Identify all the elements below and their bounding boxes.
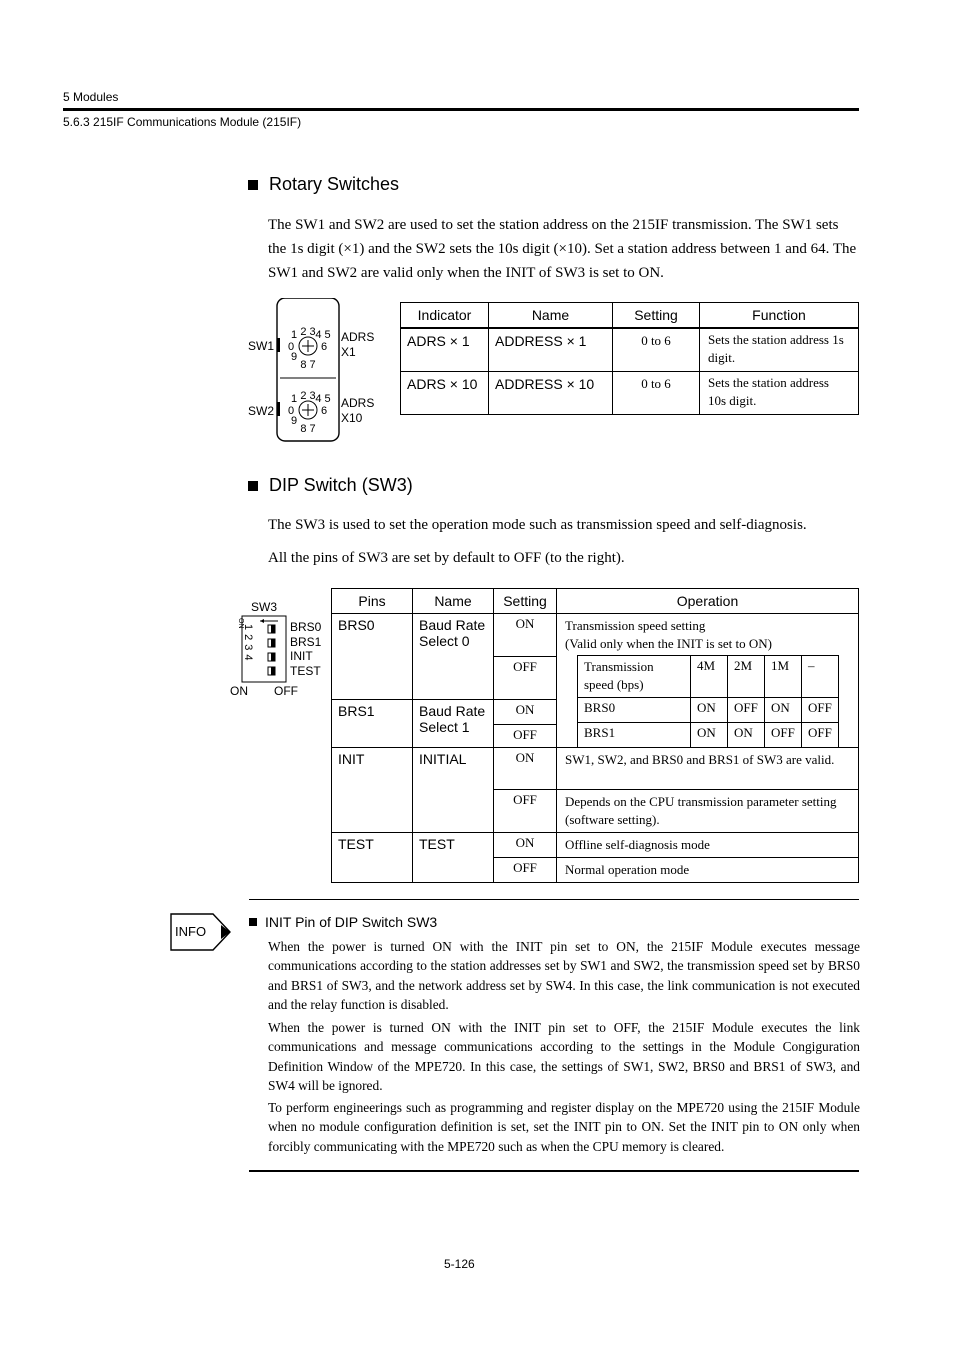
cell-operation: Normal operation mode (557, 858, 859, 883)
cell-name-test: TEST (413, 833, 494, 883)
dip-on-small-label: ON (237, 618, 244, 629)
brs1-1m: OFF (765, 723, 802, 748)
dip-switch-title: DIP Switch (SW3) (269, 475, 413, 495)
info-paragraph-2: When the power is turned ON with the INIT pin set to OFF, the 215IF Module executes the link communications and message communications according to the settings in the Module Congiguration Definition Window of the MPE720. In this case, the settings of SW1, SW2, BRS0 and BRS1 of SW3, and SW4 will be ignored. (268, 1020, 860, 1093)
cell-pin-brs0: BRS0 (332, 614, 413, 700)
info-paragraph-3: To perform engineerings such as programming and register display on the MPE720 using the 215IF Module when no module configuration definition is set, set the INIT pin to ON. Set the INIT pin to ON only when forcibly communicating with the MPE720 such as when the CPU memory is cleared. (268, 1100, 860, 1154)
sw2-label: SW2 (248, 404, 275, 418)
cell-operation: Depends on the CPU transmission parameter setting (software setting). (557, 790, 859, 833)
brs0-1m: ON (765, 698, 802, 723)
label-brs1: BRS1 (290, 634, 322, 649)
bullet-square-icon (249, 918, 257, 926)
cell-pin-init: INIT (332, 748, 413, 833)
col-operation: Operation (557, 589, 859, 614)
rotary-switches-title: Rotary Switches (269, 174, 400, 194)
speed-label-cell (578, 656, 691, 698)
svg-text:0: 0 (287, 341, 295, 353)
cell-setting-on: ON (494, 700, 557, 725)
brs0-dash: OFF (802, 698, 839, 723)
table-row (401, 372, 859, 415)
svg-text:4 5: 4 5 (315, 329, 331, 341)
cell-indicator: ADRS × 1 (401, 328, 489, 372)
table-header-row (401, 303, 859, 329)
page-number: 5-126 (444, 1257, 475, 1271)
col-name: Name (413, 589, 494, 614)
dip-pin-numbers (242, 624, 254, 665)
cell-setting-off: OFF (494, 725, 557, 748)
chapter-header: 5 Modules (63, 90, 119, 104)
col-setting: Setting (494, 589, 557, 614)
adrs-x1-label (341, 330, 374, 360)
table-row (332, 833, 859, 858)
cell-setting-on: ON (494, 614, 557, 657)
pin-2: 2 (242, 634, 254, 645)
info-badge-label: INFO (175, 924, 207, 939)
svg-text:6: 6 (320, 341, 328, 353)
bullet-square-icon (248, 180, 258, 190)
cell-pin-brs1: BRS1 (332, 700, 413, 748)
cell-function: Sets the station address 1s digit. (700, 328, 859, 372)
svg-text:9: 9 (290, 415, 298, 427)
pin-4: 4 (242, 654, 254, 665)
x10-text: X10 (341, 411, 363, 425)
cell-setting-on: ON (494, 748, 557, 790)
sw3-label: SW3 (251, 600, 278, 614)
cell-name: ADDRESS × 10 (489, 372, 613, 415)
table-row (332, 748, 859, 790)
pin-1: 1 (242, 624, 254, 635)
rotary-switches-heading (248, 174, 399, 195)
label-brs0: BRS0 (290, 620, 322, 634)
dip-pin-labels (290, 620, 321, 678)
brs0-label-cell: BRS0 (578, 698, 691, 723)
x1-text: X1 (341, 345, 356, 359)
dip-switch-figure (226, 598, 330, 702)
speed-dash: – (802, 656, 839, 698)
speed-4m: 4M (691, 656, 728, 698)
rotary-paragraph: The SW1 and SW2 are used to set the station address on the 215IF transmission. The SW1 sets the 1s digit (×1) and the SW2 sets the 10s digit (×10). Set a station address between 1 and 64. The SW1 and SW2 are valid only when the INIT of SW3 is set to ON. (268, 217, 857, 281)
cell-function: Sets the station address 10s digit. (700, 372, 859, 415)
svg-text:1: 1 (290, 393, 298, 405)
cell-setting-off: OFF (494, 858, 557, 883)
speed-note-2: (Valid only when the INIT is set to ON) (565, 636, 773, 651)
info-title-row (249, 914, 437, 930)
table-row (401, 328, 859, 372)
cell-operation: SW1, SW2, and BRS0 and BRS1 of SW3 are valid. (557, 748, 859, 790)
cell-name-brs0 (413, 614, 494, 700)
cell-setting: 0 to 6 (613, 328, 700, 372)
dip-switch-heading (248, 475, 413, 496)
col-indicator: Indicator (401, 303, 489, 329)
cell-name-brs1 (413, 700, 494, 748)
brs0-4m: ON (691, 698, 728, 723)
dip-off-label: OFF (274, 684, 298, 698)
rotary-switch-table (400, 302, 859, 415)
cell-pin-test: TEST (332, 833, 413, 883)
cell-indicator: ADRS × 10 (401, 372, 489, 415)
cell-setting-on: ON (494, 833, 557, 858)
rotary-switch-figure (246, 298, 396, 443)
brs0-2m: OFF (728, 698, 765, 723)
info-title: INIT Pin of DIP Switch SW3 (265, 914, 438, 930)
svg-text:1: 1 (290, 329, 298, 341)
speed-1m: 1M (765, 656, 802, 698)
table-row (578, 656, 839, 698)
cell-name: ADDRESS × 1 (489, 328, 613, 372)
svg-text:8 7: 8 7 (300, 359, 316, 371)
brs1-dash: OFF (802, 723, 839, 748)
info-badge (168, 912, 234, 952)
speed-label-2: speed (bps) (584, 677, 644, 692)
col-name: Name (489, 303, 613, 329)
col-pins: Pins (332, 589, 413, 614)
brs1-2m: ON (728, 723, 765, 748)
cell-name-init: INITIAL (413, 748, 494, 833)
table-row (578, 698, 839, 723)
svg-text:2 3: 2 3 (300, 390, 316, 402)
speed-label-1: Transmission (584, 659, 654, 674)
name-line-1: Baud Rate (419, 617, 486, 633)
info-paragraph-1: When the power is turned ON with the INIT pin set to ON, the 215IF Module executes message communications according to the station addresses set by SW1 and SW2, the transmission speed set by BRS0 and BRS1 of SW3, and the network address set by SW4. In this case, the link communication is not executed and the relay function is disabled. (268, 939, 860, 1012)
col-function: Function (700, 303, 859, 329)
label-test: TEST (290, 663, 321, 678)
brs1-label-cell: BRS1 (578, 723, 691, 748)
pin-3: 3 (242, 644, 254, 655)
label-init: INIT (290, 649, 313, 663)
sw1-label: SW1 (248, 339, 275, 353)
bullet-square-icon (248, 481, 258, 491)
table-row (332, 614, 859, 657)
table-row (578, 723, 839, 748)
adrs1-text: ADRS (341, 330, 375, 344)
svg-text:8 7: 8 7 (300, 423, 316, 435)
header-rule (63, 108, 859, 111)
cell-setting-off: OFF (494, 657, 557, 700)
table-header-row (332, 589, 859, 614)
dip-on-label: ON (230, 684, 248, 698)
dip-paragraph-1: The SW3 is used to set the operation mode such as transmission speed and self-diagnosis. (268, 517, 807, 533)
name-line-2: Select 0 (419, 633, 470, 649)
cell-setting: 0 to 6 (613, 372, 700, 415)
svg-text:6: 6 (320, 405, 328, 417)
cell-operation: Offline self-diagnosis mode (557, 833, 859, 858)
name-line-2: Select 1 (419, 719, 470, 735)
info-rule-bottom (249, 1170, 859, 1172)
name-line-1: Baud Rate (419, 703, 486, 719)
transmission-speed-table (577, 655, 839, 748)
info-rule-top (249, 899, 859, 900)
col-setting: Setting (613, 303, 700, 329)
adrs2-text: ADRS (341, 396, 375, 410)
svg-text:0: 0 (287, 405, 295, 417)
adrs-x10-label (341, 396, 374, 426)
speed-2m: 2M (728, 656, 765, 698)
brs1-4m: ON (691, 723, 728, 748)
dip-paragraph-2: All the pins of SW3 are set by default to OFF (to the right). (268, 550, 625, 566)
svg-text:2 3: 2 3 (300, 326, 316, 338)
speed-note-1: Transmission speed setting (565, 618, 706, 633)
svg-text:9: 9 (290, 351, 298, 363)
section-header: 5.6.3 215IF Communications Module (215IF) (63, 115, 302, 129)
cell-setting-off: OFF (494, 790, 557, 833)
svg-text:4 5: 4 5 (315, 393, 331, 405)
